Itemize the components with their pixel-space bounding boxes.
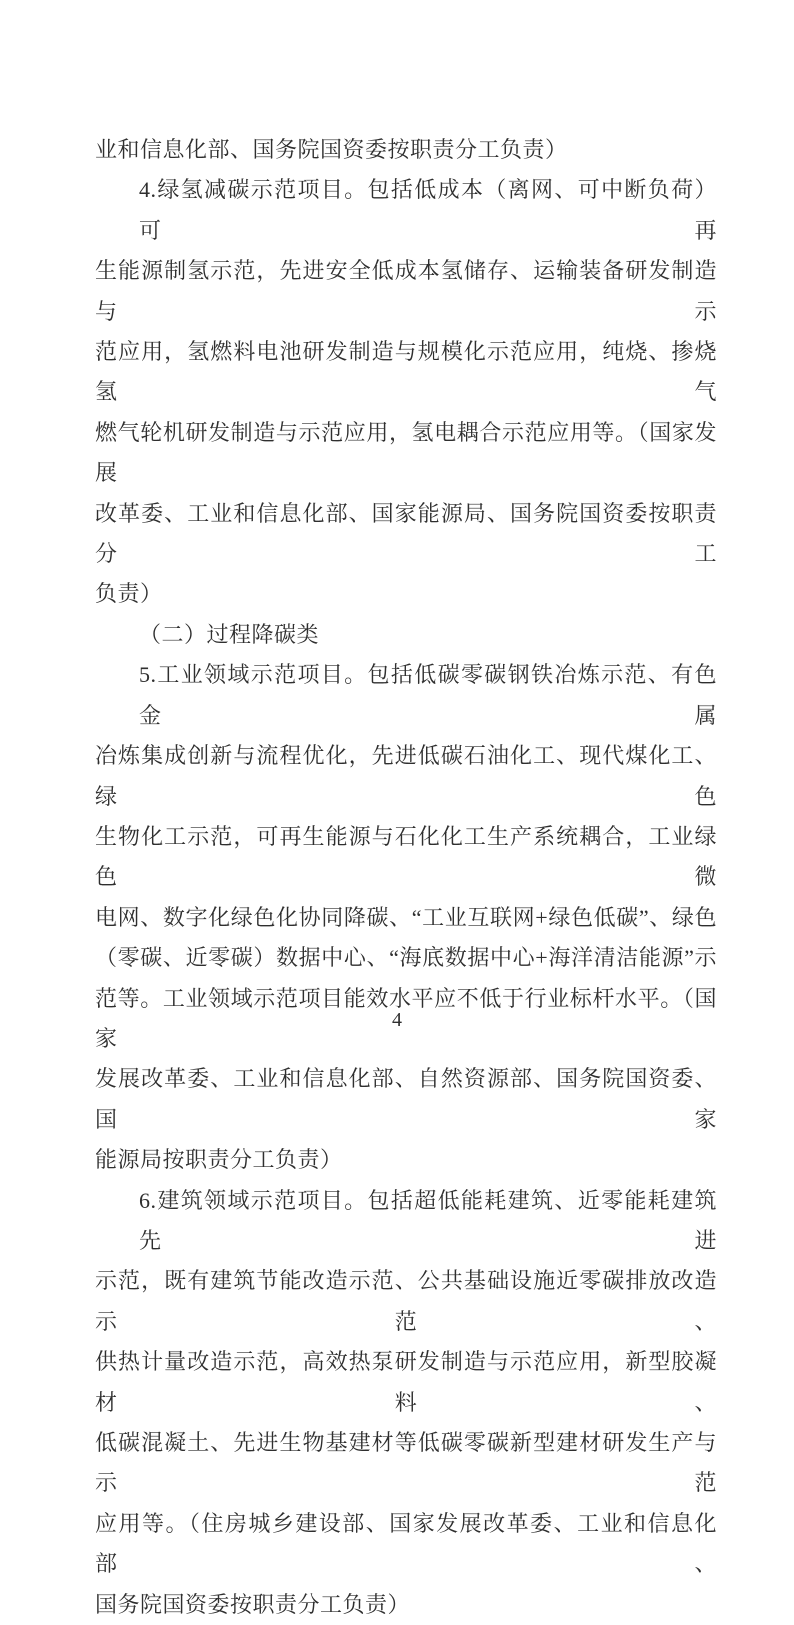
text-line: 国务院国资委按职责分工负责）: [95, 1591, 411, 1617]
text-line: 电网、数字化绿色化协同降碳、“工业互联网+绿色低碳”、绿色: [95, 904, 717, 930]
text-line: 业和信息化部、国务院国资委按职责分工负责）: [95, 137, 568, 162]
text-line: 6.建筑领域示范项目。包括超低能耗建筑、近零能耗建筑先进: [139, 1187, 717, 1253]
text-line: （零碳、近零碳）数据中心、“海底数据中心+海洋清洁能源”示: [95, 945, 717, 971]
text-line: 供热计量改造示范，高效热泵研发制造与示范应用，新型胶凝材料、: [95, 1349, 717, 1415]
page-number: 4: [392, 1009, 402, 1031]
text-line: 范等。工业领域示范项目能效水平应不低于行业标杆水平。（国家: [95, 985, 717, 1051]
text-line: 能源局按职责分工负责）: [95, 1147, 343, 1173]
text-line: 范应用，氢燃料电池研发制造与规模化示范应用，纯烧、掺烧氢气: [95, 339, 717, 405]
text-line: 5.工业领域示范项目。包括低碳零碳钢铁冶炼示范、有色金属: [139, 662, 717, 728]
text-line: 生物化工示范，可再生能源与石化化工生产系统耦合，工业绿色微: [95, 823, 717, 890]
text-line: 应用等。（住房城乡建设部、国家发展改革委、工业和信息化部、: [95, 1510, 717, 1577]
text-block: [95, 130, 717, 1625]
text-line: 低碳混凝土、先进生物基建材等低碳零碳新型建材研发生产与示范: [95, 1430, 717, 1496]
text-line: 示范，既有建筑节能改造示范、公共基础设施近零碳排放改造示范、: [95, 1268, 717, 1334]
text-line: 冶炼集成创新与流程优化，先进低碳石油化工、现代煤化工、绿色: [95, 743, 717, 809]
text-line: 生能源制氢示范，先进安全低成本氢储存、运输装备研发制造与示: [95, 258, 717, 324]
text-line: 发展改革委、工业和信息化部、自然资源部、国务院国资委、国家: [95, 1066, 717, 1132]
text-line: 改革委、工业和信息化部、国家能源局、国务院国资委按职责分工: [95, 500, 717, 567]
section-heading: （二）过程降碳类: [139, 621, 320, 647]
text-line: 负责）: [95, 581, 163, 607]
text-line: 燃气轮机研发制造与示范应用，氢电耦合示范应用等。（国家发展: [95, 419, 717, 486]
text-line: 4.绿氢减碳示范项目。包括低成本（离网、可中断负荷）可再: [139, 177, 717, 243]
